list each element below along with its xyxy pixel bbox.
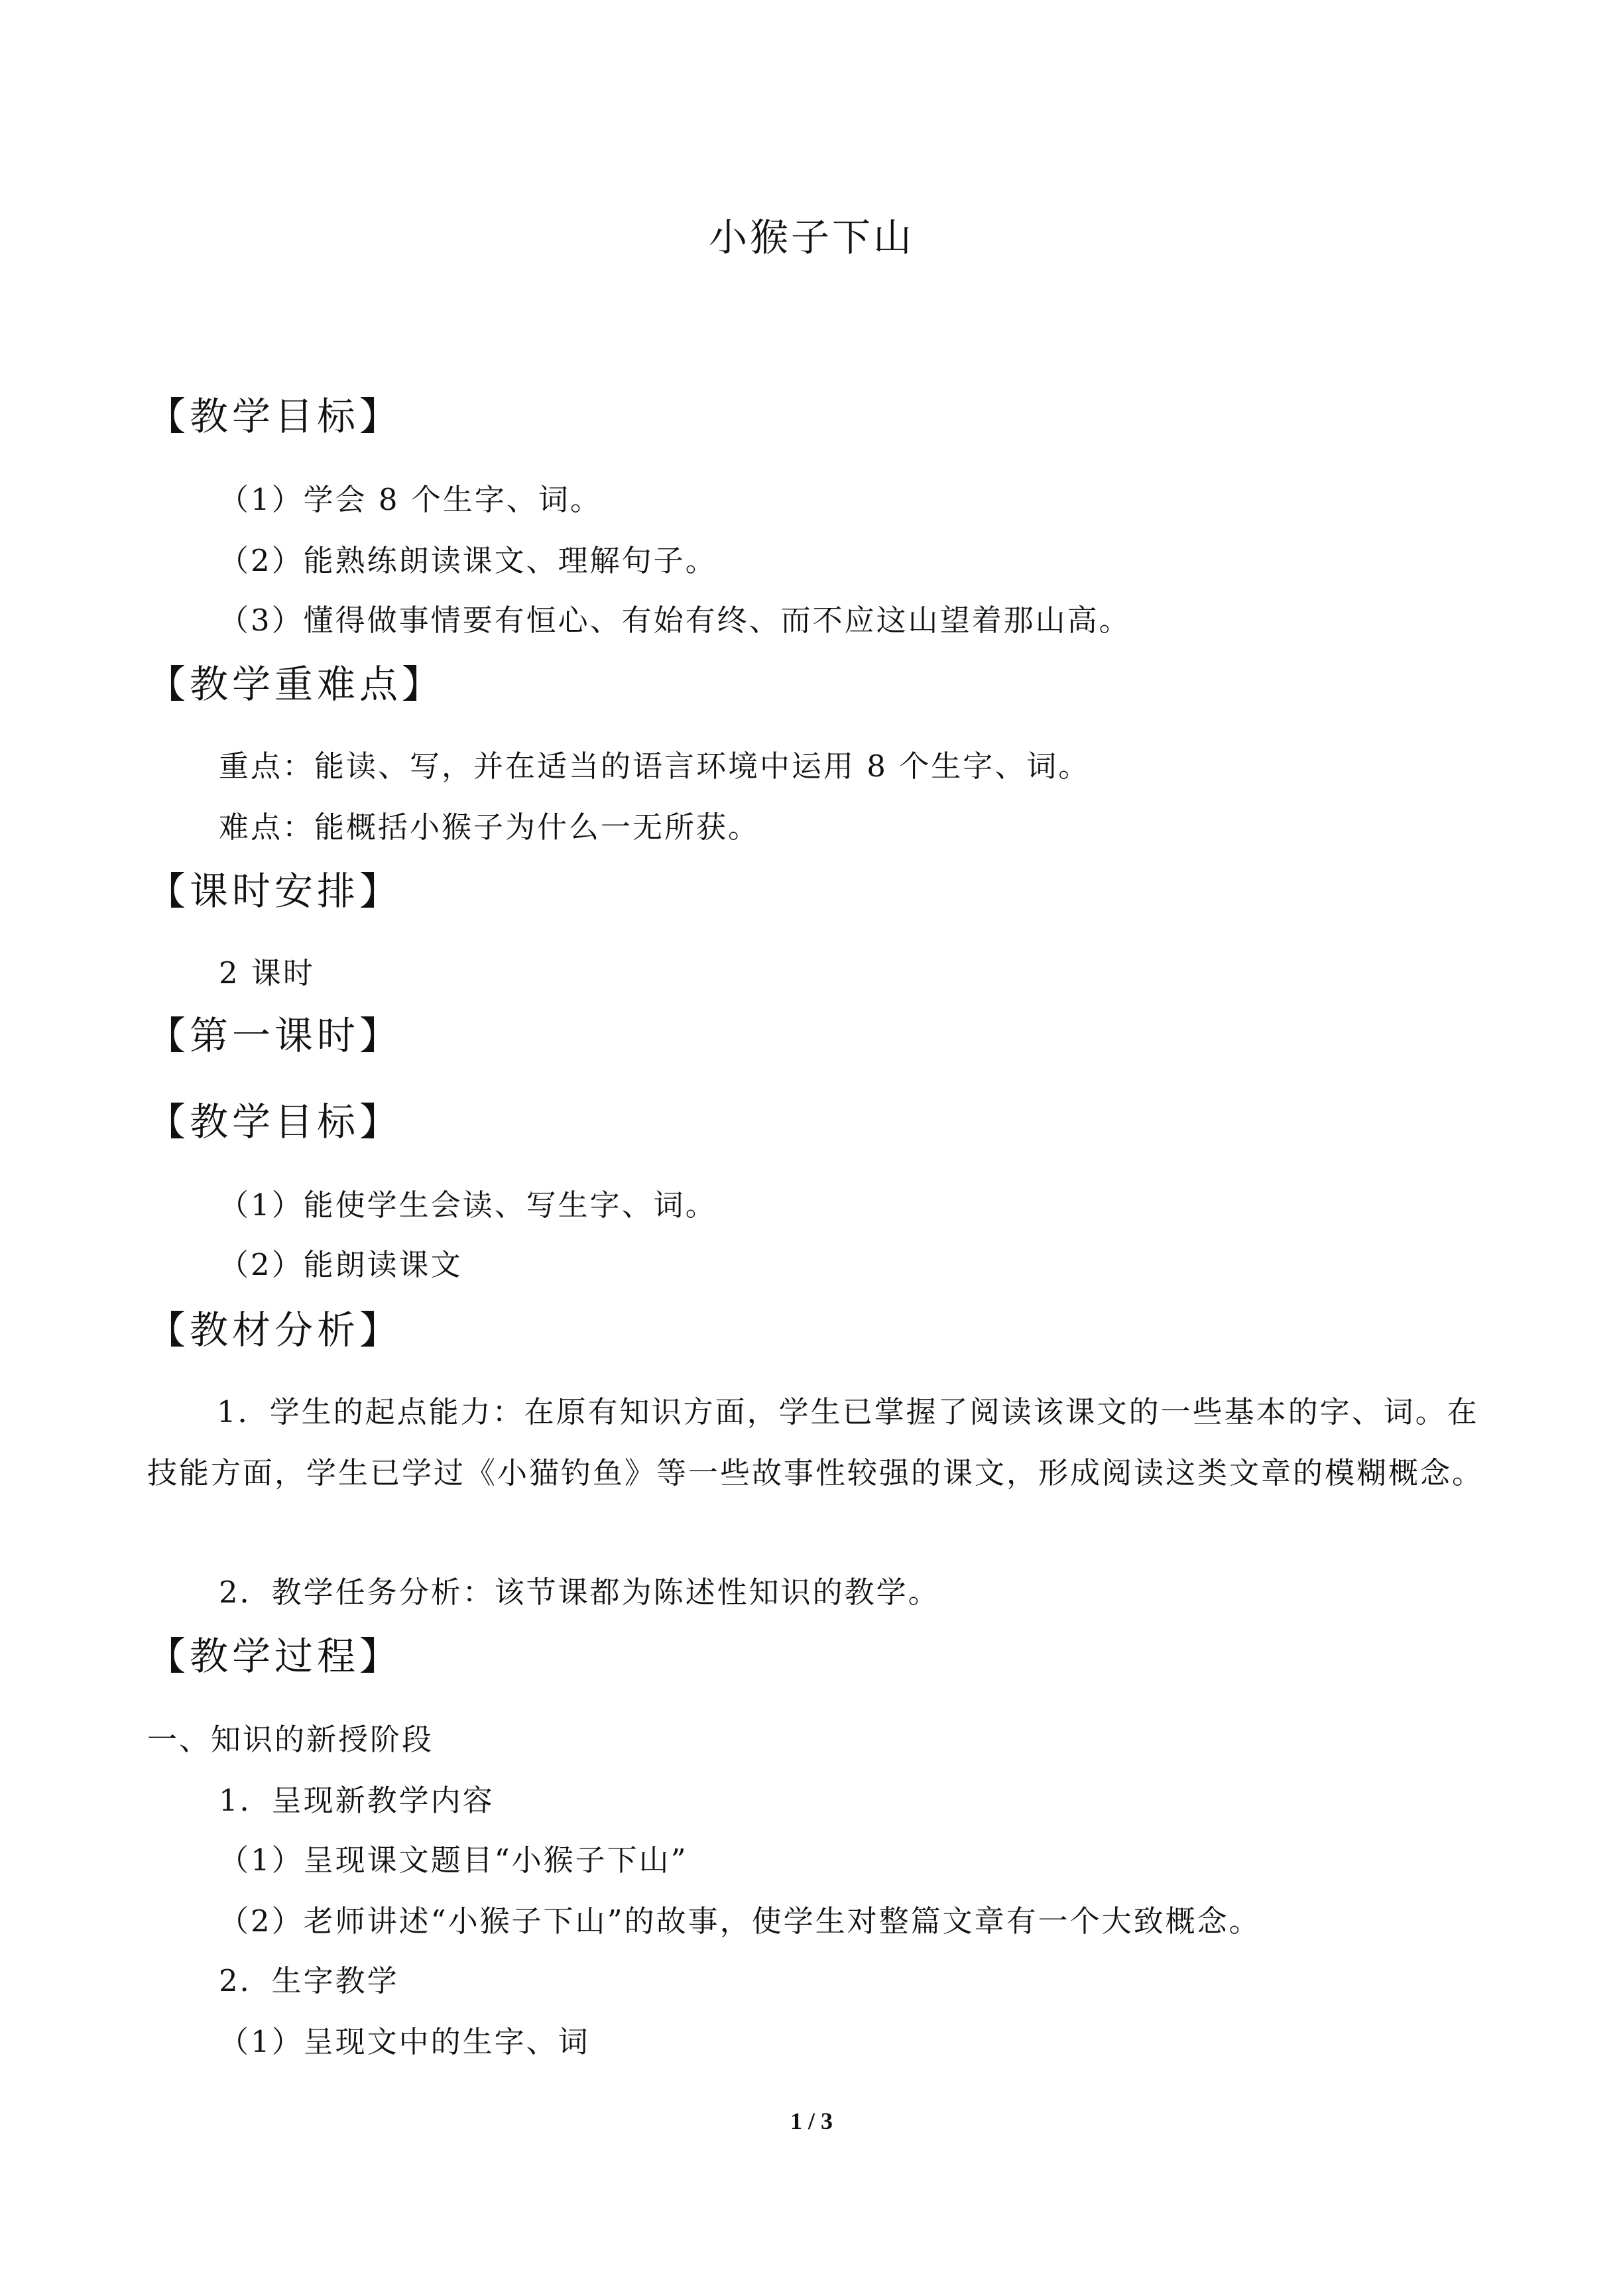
heading-teaching-process: 【教学过程】 xyxy=(147,1634,402,1679)
heading-key-points: 【教学重难点】 xyxy=(147,662,445,707)
process-step-1: 1．呈现新教学内容 xyxy=(219,1783,495,1818)
key-point: 重点：能读、写，并在适当的语言环境中运用 8 个生字、词。 xyxy=(219,749,1091,784)
lesson-goal-item-1: （1）能使学生会读、写生字、词。 xyxy=(219,1187,717,1223)
lesson-goal-item-2: （2）能朗读课文 xyxy=(219,1247,463,1282)
goal-item-3: （3）懂得做事情要有恒心、有始有终、而不应这山望着那山高。 xyxy=(219,603,1131,638)
process-step-2: 2．生字教学 xyxy=(219,1963,399,1998)
document-title: 小猴子下山 xyxy=(708,215,914,260)
heading-schedule: 【课时安排】 xyxy=(147,869,402,914)
heading-teaching-goals: 【教学目标】 xyxy=(147,394,402,439)
process-step-1-item-2: （2）老师讲述“小猴子下山”的故事，使学生对整篇文章有一个大致概念。 xyxy=(219,1903,1261,1939)
page-number: 1 / 3 xyxy=(790,2108,833,2134)
heading-material-analysis: 【教材分析】 xyxy=(147,1307,402,1353)
goal-item-2: （2）能熟练朗读课文、理解句子。 xyxy=(219,543,717,578)
analysis-paragraph-1: 1．学生的起点能力：在原有知识方面，学生已掌握了阅读该课文的一些基本的字、词。在技能方面，学生已学过《小猫钓鱼》等一些故事性较强的课文，形成阅读这类文章的模糊概念。 xyxy=(147,1394,1484,1490)
goal-item-1: （1）学会 8 个生字、词。 xyxy=(219,482,602,517)
heading-lesson-goals: 【教学目标】 xyxy=(147,1099,402,1144)
process-step-1-item-1: （1）呈现课文题目“小猴子下山” xyxy=(219,1843,688,1878)
analysis-paragraph-2: 2．教学任务分析：该节课都为陈述性知识的教学。 xyxy=(219,1575,940,1610)
heading-first-lesson: 【第一课时】 xyxy=(147,1013,402,1058)
process-stage-1: 一、知识的新授阶段 xyxy=(147,1722,434,1757)
difficult-point: 难点：能概括小猴子为什么一无所获。 xyxy=(219,810,760,845)
process-step-2-item-1: （1）呈现文中的生字、词 xyxy=(219,2024,590,2059)
schedule-text: 2 课时 xyxy=(219,955,315,991)
